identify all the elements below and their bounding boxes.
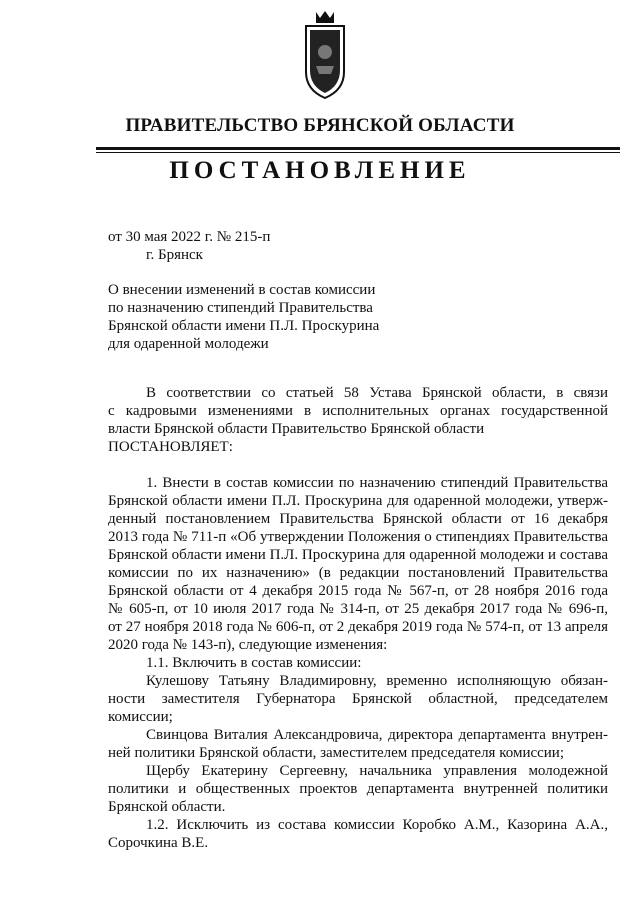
preamble-line: с кадровыми изменениями в исполнительных органах государственной: [108, 403, 608, 419]
person3-line: Щербу Екатерину Сергеевну, начальника управления молодежной: [146, 763, 608, 779]
item1-2-line: Сорочкина В.Е.: [108, 835, 209, 851]
item1-line: 1. Внести в состав комиссии по назначению стипендий Правительства: [146, 475, 608, 491]
item1-line: Брянской области имени П.Л. Проскурина для одаренной молодежи и состава: [108, 547, 608, 563]
item1-line: 2013 года № 711-п «Об утверждении Положения о стипендиях Правительства: [108, 529, 608, 545]
item1-2-line: 1.2. Исключить из состава комиссии Коробко А.М., Казорина А.А.,: [146, 817, 608, 833]
person2-line: Свинцова Виталия Александровича, директора департамента внутрен-: [146, 727, 608, 743]
item1-line: денный постановлением Правительства Брянской области от 16 декабря: [108, 511, 608, 527]
header-rule-thin: [96, 152, 620, 153]
coat-of-arms-emblem: [298, 8, 352, 102]
preamble-line: власти Брянской области Правительство Брянской области: [108, 421, 485, 437]
person3-line: политики и общественных проектов департамента внутренней политики: [108, 781, 608, 797]
person1-line: ности заместителя Губернатора Брянской областной, председателем: [108, 691, 608, 707]
subject-line: по назначению стипендий Правительства: [108, 300, 373, 316]
person1-line: комиссии;: [108, 709, 173, 725]
person2-line: ней политики Брянской области, заместителем председателя комиссии;: [108, 745, 565, 761]
item1-line: Брянской области от 4 декабря 2015 года № 567-п, от 28 ноября 2016 года: [108, 583, 608, 599]
person3-line: Брянской области.: [108, 799, 226, 815]
item1-line: комиссии по их назначению» (в редакции постановлений Правительства: [108, 565, 608, 581]
organization-name: ПРАВИТЕЛЬСТВО БРЯНСКОЙ ОБЛАСТИ: [125, 115, 515, 136]
subject-line: О внесении изменений в состав комиссии: [108, 282, 376, 298]
header-rule-thick: [96, 147, 620, 150]
document-title: ПОСТАНОВЛЕНИЕ: [169, 157, 471, 184]
subject-line: Брянской области имени П.Л. Проскурина: [108, 318, 380, 334]
date-number-line: от 30 мая 2022 г. № 215-п: [108, 229, 271, 245]
item1-line: № 605-п, от 10 июля 2017 года № 314-п, от 25 декабря 2017 года № 696-п,: [108, 601, 608, 617]
resolves-heading: ПОСТАНОВЛЯЕТ:: [108, 439, 233, 455]
item1-1-heading: 1.1. Включить в состав комиссии:: [146, 655, 362, 671]
item1-line: Брянской области имени П.Л. Проскурина для одаренной молодежи, утверж-: [108, 493, 608, 509]
preamble-line: В соответствии со статьей 58 Устава Брянской области, в связи: [146, 385, 608, 401]
city-line: г. Брянск: [146, 247, 203, 263]
item1-line: от 27 ноября 2018 года № 606-п, от 2 декабря 2019 года № 574-п, от 13 апреля: [108, 619, 608, 635]
person1-line: Кулешову Татьяну Владимировну, временно исполняющую обязан-: [146, 673, 608, 689]
subject-line: для одаренной молодежи: [108, 336, 269, 352]
item1-line: 2020 года № 143-п), следующие изменения:: [108, 637, 388, 653]
